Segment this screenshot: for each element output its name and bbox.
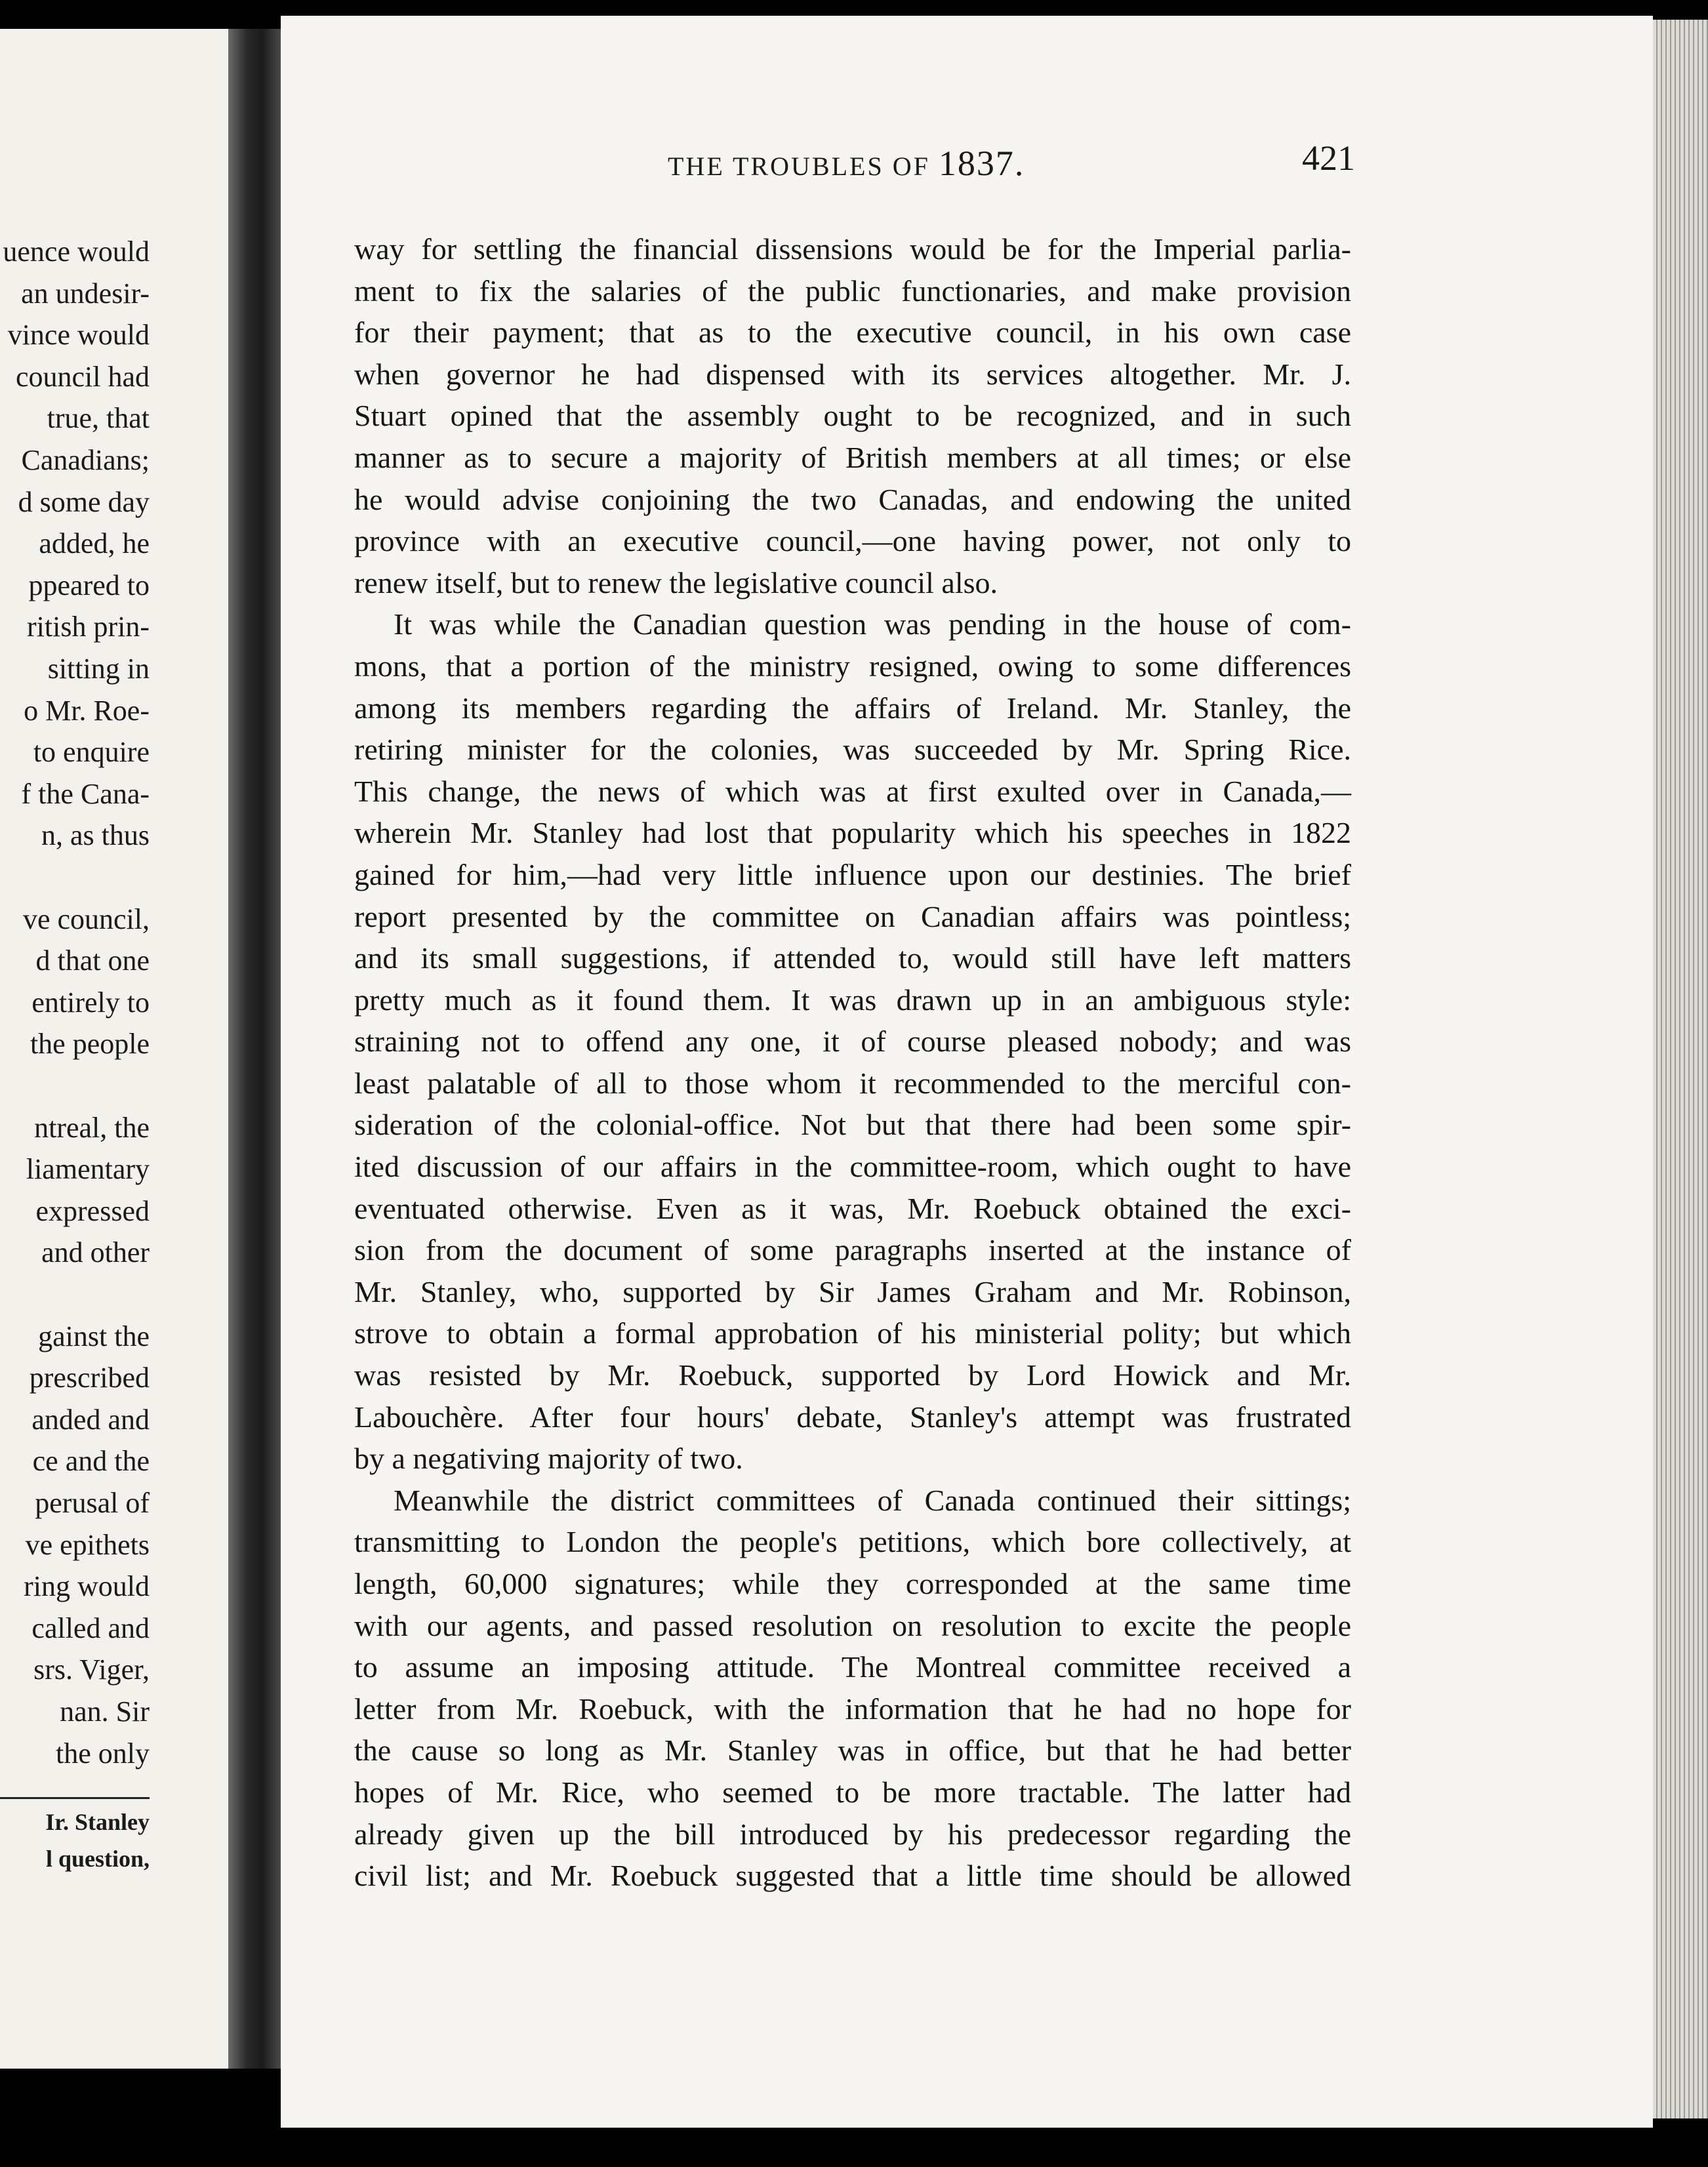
text-line: transmitting to London the people's petitions, which bore collectively, at xyxy=(354,1525,1351,1559)
left-line: uence would xyxy=(3,235,150,268)
text-line: he would advise conjoining the two Canadas, and endowing the united xyxy=(354,482,1351,516)
left-line: expressed xyxy=(35,1194,150,1227)
left-line: anded and xyxy=(31,1403,150,1436)
text-line: with our agents, and passed resolution on resolution to excite the people xyxy=(354,1608,1351,1642)
footnote-rule xyxy=(0,1797,150,1799)
left-line: srs. Viger, xyxy=(33,1653,150,1686)
text-line: way for settling the financial dissensions would be for the Imperial parlia- xyxy=(354,232,1351,266)
text-line: was resisted by Mr. Roebuck, supported by Lord Howick and Mr. xyxy=(354,1358,1351,1392)
text-line: ited discussion of our affairs in the committee-room, which ought to have xyxy=(354,1150,1351,1184)
left-line: ntreal, the xyxy=(34,1111,150,1144)
left-line: nan. Sir xyxy=(60,1695,150,1728)
left-line: d that one xyxy=(35,944,150,977)
text-line: province with an executive council,—one having power, not only to xyxy=(354,524,1351,558)
left-line: an undesir- xyxy=(21,277,150,310)
body-text xyxy=(354,228,1351,1897)
left-line: true, that xyxy=(47,402,150,435)
left-line: ring would xyxy=(24,1570,150,1603)
text-line: pretty much as it found them. It was drawn up in an ambiguous style: xyxy=(354,982,1351,1017)
left-line: vince would xyxy=(7,319,150,352)
left-line: council had xyxy=(15,360,150,393)
left-line: called and xyxy=(31,1611,150,1644)
text-line: civil list; and Mr. Roebuck suggested that a little time should be allowed xyxy=(354,1859,1351,1893)
book-gutter xyxy=(228,29,281,2069)
left-line: ce and the xyxy=(32,1445,150,1478)
left-page xyxy=(0,29,228,2069)
text-line: Mr. Stanley, who, supported by Sir James Graham and Mr. Robinson, xyxy=(354,1274,1351,1308)
left-line: ve epithets xyxy=(25,1528,150,1561)
text-line: least palatable of all to those whom it recommended to the merciful con- xyxy=(354,1066,1351,1100)
text-line: when governor he had dispensed with its services altogether. Mr. J. xyxy=(354,357,1351,391)
left-line: sitting in xyxy=(47,653,150,685)
text-line: already given up the bill introduced by his predecessor regarding the xyxy=(354,1817,1351,1851)
text-line: Meanwhile the district committees of Canada continued their sittings; xyxy=(394,1483,1351,1517)
text-line: retiring minister for the colonies, was succeeded by Mr. Spring Rice. xyxy=(354,733,1351,767)
text-line: sideration of the colonial-office. Not but that there had been some spir- xyxy=(354,1108,1351,1142)
left-footnote-line: l question, xyxy=(45,1846,150,1872)
text-line: eventuated otherwise. Even as it was, Mr. Roebuck obtained the exci- xyxy=(354,1191,1351,1225)
text-line: renew itself, but to renew the legislative council also. xyxy=(354,565,998,599)
text-line: letter from Mr. Roebuck, with the information that he had no hope for xyxy=(354,1691,1351,1726)
text-line: by a negativing majority of two. xyxy=(354,1442,743,1476)
left-line: d some day xyxy=(18,485,150,518)
text-line: It was while the Canadian question was pending in the house of com- xyxy=(394,607,1351,641)
left-line: gainst the xyxy=(38,1320,150,1352)
left-line: the people xyxy=(30,1028,150,1061)
text-line: among its members regarding the affairs of Ireland. Mr. Stanley, the xyxy=(354,691,1351,725)
text-line: to assume an imposing attitude. The Montreal committee received a xyxy=(354,1650,1351,1684)
text-line: Labouchère. After four hours' debate, Stanley's attempt was frustrated xyxy=(354,1400,1351,1434)
left-line: f the Cana- xyxy=(21,777,150,810)
left-line: o Mr. Roe- xyxy=(24,694,150,727)
text-line: Stuart opined that the assembly ought to be recognized, and in such xyxy=(354,399,1351,433)
left-line: ve council, xyxy=(22,902,150,935)
left-line: and other xyxy=(41,1236,150,1269)
text-line: sion from the document of some paragraphs inserted at the instance of xyxy=(354,1233,1351,1267)
running-title: THE TROUBLES OF 1837. xyxy=(668,144,1025,183)
running-year: 1837. xyxy=(938,144,1025,183)
left-footnote-line: Ir. Stanley xyxy=(45,1809,150,1835)
text-line: and its small suggestions, if attended to, would still have left matters xyxy=(354,941,1351,975)
text-line: for their payment; that as to the executive council, in his own case xyxy=(354,315,1351,350)
left-line: added, he xyxy=(39,527,150,560)
text-line: mons, that a portion of the ministry resigned, owing to some differences xyxy=(354,649,1351,683)
text-line: ment to fix the salaries of the public functionaries, and make provision xyxy=(354,273,1351,308)
text-line: report presented by the committee on Canadian affairs was pointless; xyxy=(354,899,1351,933)
left-line: prescribed xyxy=(29,1362,150,1394)
page-edges xyxy=(1653,20,1708,2118)
text-line: This change, the news of which was at first exulted over in Canada,— xyxy=(354,774,1351,808)
left-line: ritish prin- xyxy=(27,611,150,643)
left-line: n, as thus xyxy=(41,819,150,852)
running-head xyxy=(386,138,1355,183)
left-line: to enquire xyxy=(33,736,150,769)
text-line: straining not to offend any one, it of course pleased nobody; and was xyxy=(354,1024,1351,1059)
text-line: hopes of Mr. Rice, who seemed to be more tractable. The latter had xyxy=(354,1775,1351,1809)
text-line: the cause so long as Mr. Stanley was in office, but that he had better xyxy=(354,1733,1351,1768)
left-line: Canadians; xyxy=(21,444,150,476)
text-line: wherein Mr. Stanley had lost that popularity which his speeches in 1822 xyxy=(354,816,1351,850)
text-line: strove to obtain a formal approbation of his ministerial polity; but which xyxy=(354,1316,1351,1350)
left-line: perusal of xyxy=(35,1487,150,1519)
left-line: liamentary xyxy=(26,1153,150,1186)
left-line: entirely to xyxy=(31,986,150,1019)
page-number: 421 xyxy=(1302,138,1355,178)
text-line: length, 60,000 signatures; while they corresponded at the same time xyxy=(354,1567,1351,1600)
text-line: manner as to secure a majority of British members at all times; or else xyxy=(354,440,1351,474)
text-line: gained for him,—had very little influence upon our destinies. The brief xyxy=(354,857,1351,891)
left-line: the only xyxy=(56,1737,150,1770)
left-line: ppeared to xyxy=(28,569,150,601)
